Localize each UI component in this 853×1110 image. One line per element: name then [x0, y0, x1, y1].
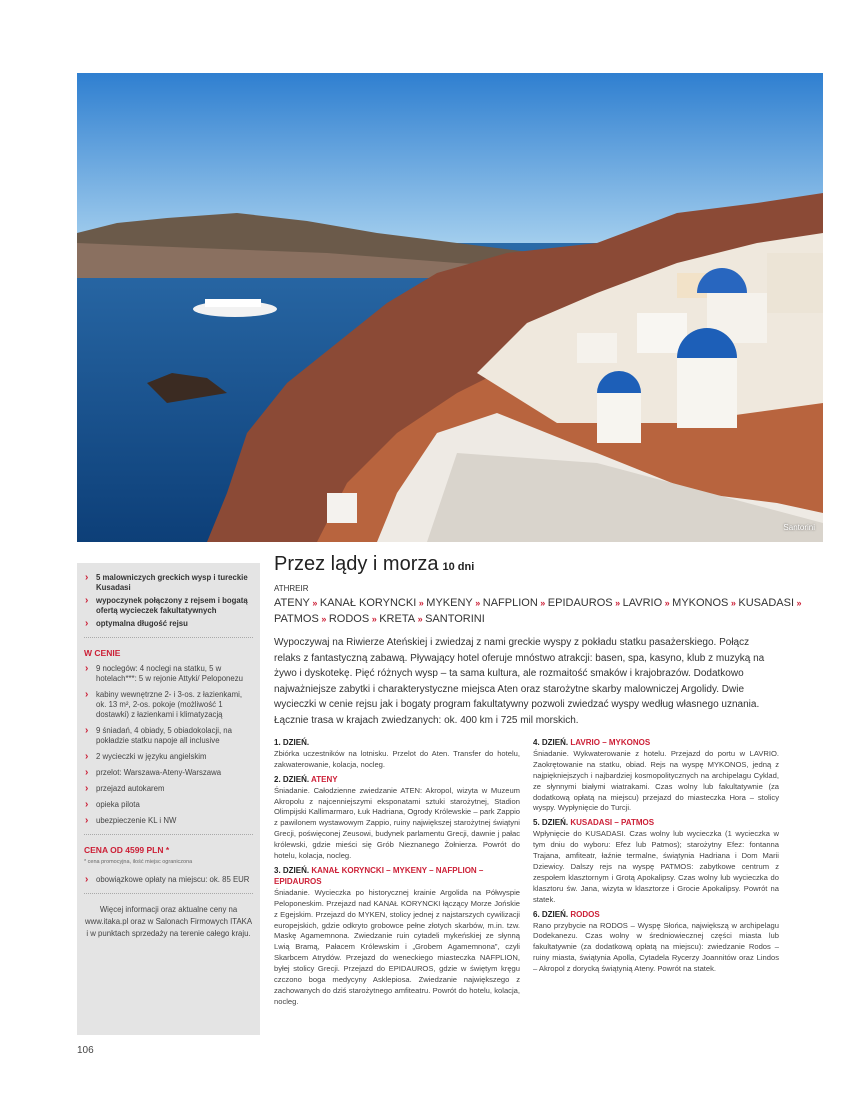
page-number: 106	[77, 1045, 94, 1056]
santorini-illustration	[77, 73, 823, 542]
fee-item: › obowiązkowe opłaty na miejscu: ok. 85 EUR	[85, 874, 250, 885]
highlight-item: › optymalna długość rejsu	[85, 618, 188, 629]
chevron-right-icon: ›	[85, 572, 89, 583]
divider	[84, 834, 253, 835]
day-description: Zbiórka uczestników na lotnisku. Przelot do Aten. Transfer do hotelu, zakwaterowanie, kolacja, nocleg.	[274, 748, 520, 769]
trip-title: Przez lądy i morza	[274, 553, 439, 575]
trip-code: ATHREIR	[274, 584, 309, 593]
price-includes-title: W CENIE	[84, 648, 121, 658]
route-separator: »	[369, 614, 380, 624]
price-item: › kabiny wewnętrzne 2- i 3-os. z łazienkami, ok. 13 m², 2-os. pokoje (możliwość 1 dostawki) z łazienkami i klimatyzacją	[85, 689, 243, 719]
route-separator: »	[416, 598, 427, 608]
day-number: 1. DZIEŃ.	[274, 738, 310, 747]
price-item: › opieka pilota	[85, 799, 140, 810]
highlights-list	[84, 573, 253, 629]
itinerary-column-left	[274, 734, 520, 1011]
trip-duration: 10 dni	[442, 561, 475, 573]
day-heading	[533, 818, 779, 829]
day-location: KUSADASI – PATMOS	[570, 818, 655, 828]
route-stop: LAVRIO	[622, 597, 663, 609]
divider	[84, 893, 253, 894]
chevron-right-icon: ›	[85, 595, 89, 606]
day-description: Śniadanie. Wykwaterowanie z hotelu. Przejazd do portu w LAVRIO. Zaokrętowanie na statku, obiad. Rejs na wyspę MYKONOS, jedną z najpiękniejszych i najbardziej kosmopolitycznych na archipelagu Cyklad, ze słynnymi białymi wiatrakami. Czas wolny lub fakultatywnie (za dodatkową opłatą na miejscu) przejazd do miasteczka Hora – stolicy wyspy. Wypłynięcie do Turcji.	[533, 748, 779, 813]
chevron-right-icon: ›	[85, 663, 89, 674]
route-stop: PATMOS	[274, 613, 319, 625]
chevron-right-icon: ›	[85, 689, 89, 700]
route-separator: »	[472, 598, 483, 608]
divider	[84, 637, 253, 638]
price-note: * cena promocyjna, ilość miejsc ograniczona	[84, 859, 193, 865]
day-location: RODOS	[570, 909, 600, 919]
route-stop: NAFPLION	[482, 597, 538, 609]
route-separator: »	[794, 598, 802, 608]
day-description: Śniadanie. Wycieczka po historycznej krainie Argolida na Półwyspie Peloponeskim. Przejazd nad KANAŁ KORYNCKI łączący Morze Jońskie z Egejskim. Przejazd do MYKEN, stolicy jednej z najstarszych cywilizacji europejskich, gdzie odkryto grobowce pełne złotych skarbów, m.in. tzw. Maskę Agamemnona. Zwiedzanie ruin cytadeli mykeńskiej ze słynną Lwią Bramą, Pałacem Królewskim i „Grobem Agamemnona”, czyli Skarbcem Atrydów. Przejazd do weneckiego miasteczka NAFPLION, byłej stolicy Grecji. Przejazd do EPIDAUROS, gdzie w świętym kręgu czczono boga medycyny Asklepiosa. Zwiedzanie największego z zachowanych do dziś starożytnego amfiteatru. Powrót do hotelu, kolacja, nocleg.	[274, 887, 520, 1006]
day-number: 6. DZIEŃ.	[533, 909, 571, 919]
route-stop: MYKENY	[426, 597, 473, 609]
main-content	[274, 550, 824, 728]
route-separator: »	[318, 614, 329, 624]
chevron-right-icon: ›	[85, 815, 89, 826]
route-stop: ATENY	[274, 597, 310, 609]
route-stop: KANAŁ KORYNCKI	[319, 597, 417, 609]
route-separator: »	[309, 598, 320, 608]
route-stop: RODOS	[328, 613, 370, 625]
day-number: 3. DZIEŃ.	[274, 865, 312, 875]
chevron-right-icon: ›	[85, 751, 89, 762]
highlight-item: › 5 malowniczych greckich wysp i tureckie Kusadasi	[85, 572, 248, 592]
highlight-item: › wypoczynek połączony z rejsem i bogatą ofertą wycieczek fakultatywnych	[85, 595, 248, 615]
day-heading	[533, 910, 779, 921]
chevron-right-icon: ›	[85, 618, 89, 629]
price-item: › przejazd autokarem	[85, 783, 165, 794]
day-heading	[274, 775, 520, 786]
route-stop: KRETA	[379, 613, 416, 625]
day-heading	[533, 738, 779, 749]
price-from: CENA OD 4599 PLN *	[84, 845, 170, 855]
price-item: › 9 noclegów: 4 noclegi na statku, 5 w hotelach***: 5 w rejonie Attyki/ Peloponezu	[85, 663, 243, 683]
intro-text: Wypoczywaj na Riwierze Ateńskiej i zwiedzaj z nami greckie wyspy z pokładu statku pasażerskiego. Połącz relaks z fantastyczną zabawą. Pływający hotel oferuje mnóstwo atrakcji: basen, spa, kasyno, klub z muzyką na żywo i dyskotekę. Pięć różnych wysp – ta sama kultura, ale rozmaitość smaków i krajobrazów. Dodatkowo najważniejsze zabytki i charakterystyczne miejsca Aten oraz starożytne skarby malowniczej Argolidy. Dwie wycieczki w cenie rejsu jak i bogaty program fakultatywny pozwoli zwiedzać wyspy według własnego uznania. Łącznie trasa w krajach zwiedzanych: ok. 400 km i 725 mil morskich.	[274, 637, 765, 726]
route-separator: »	[415, 614, 426, 624]
route-stop: EPIDAUROS	[547, 597, 613, 609]
day-location: LAVRIO – MYKONOS	[570, 738, 651, 747]
route-stop: MYKONOS	[672, 597, 729, 609]
day-description: Wpłynięcie do KUSADASI. Czas wolny lub wycieczka (1 wycieczka w tym dniu do wyboru: Efez lub Patmos); starożytny Efez: fontanna Trajana, amfiteatr, łaźnie termalne, świątynia Hadriana i Dom Marii Dziewicy. Dalszy rejs na wyspę PATMOS: zabytkowe centrum z zespołem klasztornym i Grotą Apokalipsy. Czas wolny lub wycieczka do klasztoru św. Jana, wizyta w klasztorze i Grocie Apokalipsy. Powrót na statek.	[533, 829, 779, 904]
route-separator: »	[537, 598, 548, 608]
day-location: KANAŁ KORYNCKI – MYKENY – NAFPLION – EPIDAUROS	[274, 865, 484, 886]
price-includes-list	[84, 664, 253, 826]
route-separator: »	[612, 598, 623, 608]
route-separator: »	[662, 598, 673, 608]
hero-photo	[77, 73, 823, 542]
info-text: Więcej informacji oraz aktualne ceny na www.itaka.pl oraz w Salonach Firmowych ITAKA i w punktach sprzedaży na terenie całego kraju.	[84, 905, 253, 938]
price-item: › 9 śniadań, 4 obiady, 5 obiadokolacji, na pokładzie statku napoje all inclusive	[85, 725, 232, 745]
fees-list	[84, 875, 253, 885]
route-stop: KUSADASI	[738, 597, 795, 609]
price-item: › przelot: Warszawa-Ateny-Warszawa	[85, 767, 222, 778]
day-heading	[274, 738, 520, 749]
route-list	[274, 595, 824, 627]
day-number: 2. DZIEŃ.	[274, 774, 312, 784]
page-title	[274, 550, 824, 581]
day-description: Rano przybycie na RODOS – Wyspę Słońca, największą w archipelagu Dodekanezu. Czas wolny w średniowiecznej części miasta lub fakultatywnie (za dodatkową opłatą na miejscu): zwiedzanie Rodos – ruiny miasta, świątynia Apolla, Cytadela Rycerzy Joannitów oraz Lindos – Akropol z dorycką świątynią Ateny. Powrót na statek.	[533, 920, 779, 974]
route-stop: SANTORINI	[425, 613, 485, 625]
price-item: › ubezpieczenie KL i NW	[85, 815, 177, 826]
chevron-right-icon: ›	[85, 725, 89, 736]
chevron-right-icon: ›	[85, 874, 89, 885]
itinerary-column-right	[533, 734, 779, 978]
price-item: › 2 wycieczki w języku angielskim	[85, 751, 207, 762]
sidebar-panel	[77, 563, 260, 1035]
day-location: ATENY	[311, 774, 338, 784]
day-number: 4. DZIEŃ.	[533, 738, 571, 747]
day-description: Śniadanie. Całodzienne zwiedzanie ATEN: Akropol, wizyta w Muzeum Akropolu z najcenniejszymi eksponatami sztuki starożytnej, Stadion Olimpijski Kallimarmaro, Łuk Hadriana, Ogrody Królewskie – park Zappio z pawilonem wystawowym Zappio, ruiny największej starożytnej świątyni Grecji, poświęconej Zeusowi, budynek parlamentu Grecji, dawnie j pałac królewski, gdzie mieści się Grób Nieznanego Żołnierza. Powrót do hotelu, kolacja, nocleg.	[274, 785, 520, 861]
chevron-right-icon: ›	[85, 799, 89, 810]
day-heading	[274, 866, 520, 888]
route-separator: »	[728, 598, 739, 608]
photo-caption: Santorini	[783, 523, 815, 532]
day-number: 5. DZIEŃ.	[533, 818, 571, 828]
chevron-right-icon: ›	[85, 783, 89, 794]
chevron-right-icon: ›	[85, 767, 89, 778]
